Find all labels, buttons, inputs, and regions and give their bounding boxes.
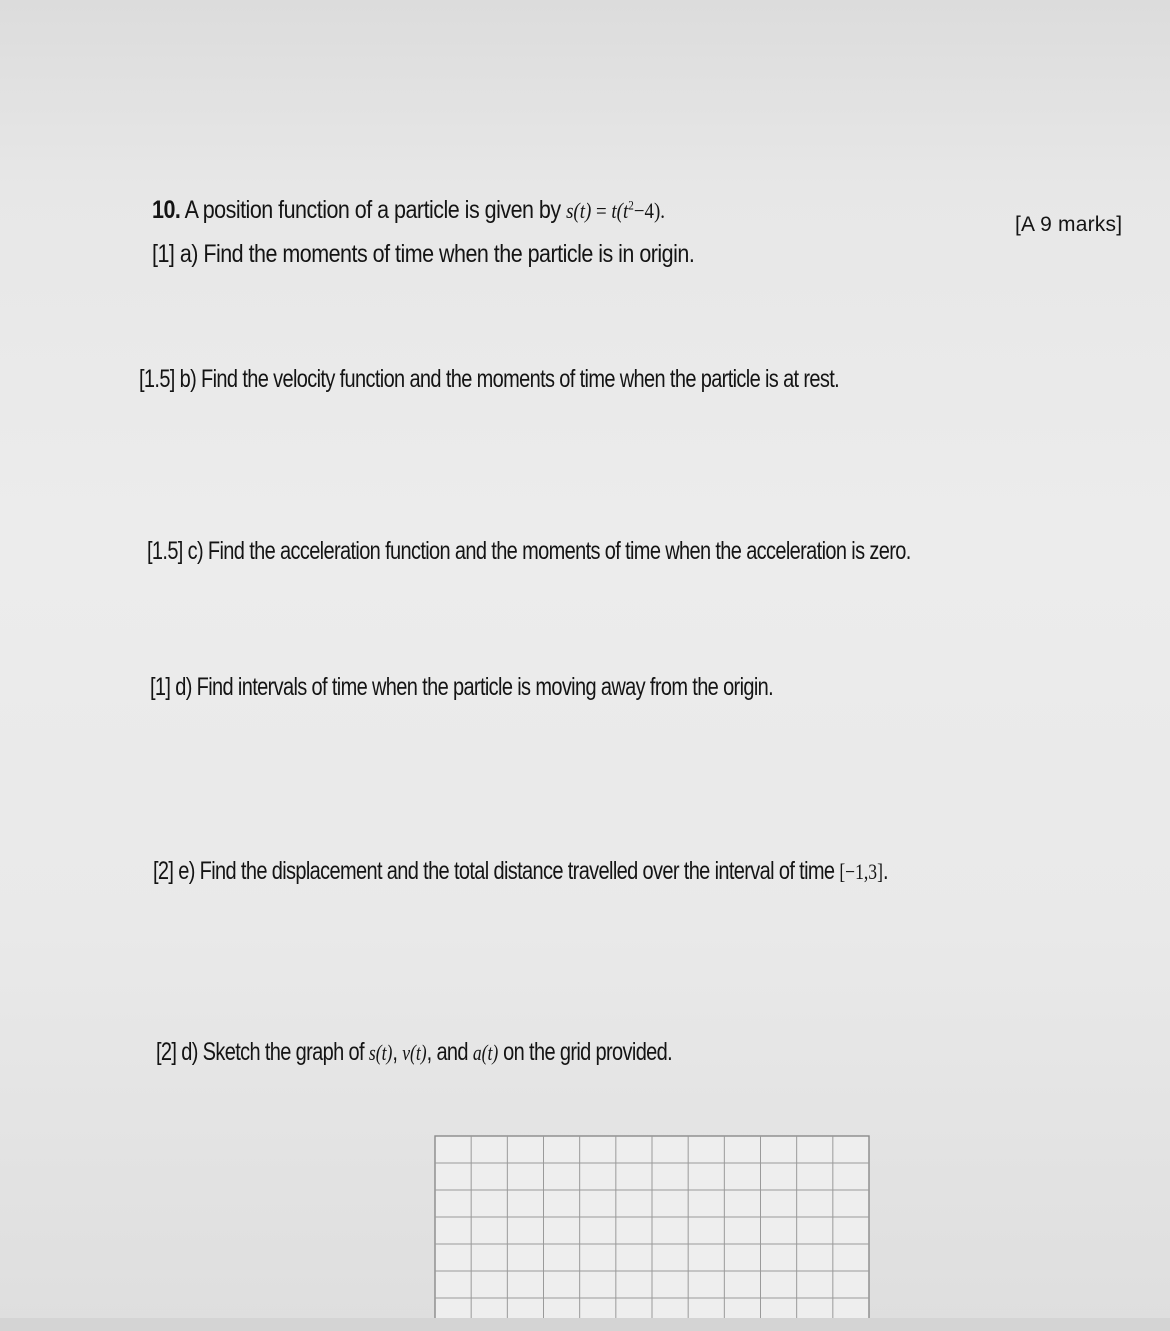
marks-label: [A 9 marks] bbox=[1015, 213, 1123, 236]
sketch-tail: on the grid provided. bbox=[503, 1038, 673, 1066]
part-e-period: . bbox=[882, 857, 888, 885]
part-sketch: [2] d) Sketch the graph of s(t), v(t), and a(t) on the grid provided. bbox=[156, 1038, 673, 1066]
part-c: [1.5] c) Find the acceleration function and the moments of time when the acceleration is zero. bbox=[147, 537, 911, 565]
interval-math: [−1,3] bbox=[839, 859, 883, 884]
position-function: $s(t) = t(t^2-4)$. bbox=[566, 197, 666, 223]
part-e bbox=[153, 857, 888, 886]
part-d: [1] d) Find intervals of time when the particle is moving away from the origin. bbox=[150, 673, 774, 701]
question-intro: A position function of a particle is given by bbox=[184, 196, 561, 224]
page-bottom-edge bbox=[0, 1318, 1170, 1331]
sketch-prefix: [2] d) Sketch the graph of bbox=[156, 1038, 364, 1066]
v-of-t: v(t) bbox=[402, 1040, 427, 1065]
graph-grid bbox=[434, 1135, 870, 1331]
question-number: 10. bbox=[152, 196, 181, 224]
s-of-t: s(t) bbox=[368, 1040, 393, 1065]
part-a: [1] a) Find the moments of time when the particle is in origin. bbox=[152, 240, 695, 268]
part-b: [1.5] b) Find the velocity function and the moments of time when the particle is at rest. bbox=[139, 365, 840, 393]
question-stem bbox=[152, 196, 665, 225]
part-e-text: [2] e) Find the displacement and the total distance travelled over the interval of time bbox=[153, 857, 835, 885]
a-of-t: a(t) bbox=[472, 1040, 499, 1065]
